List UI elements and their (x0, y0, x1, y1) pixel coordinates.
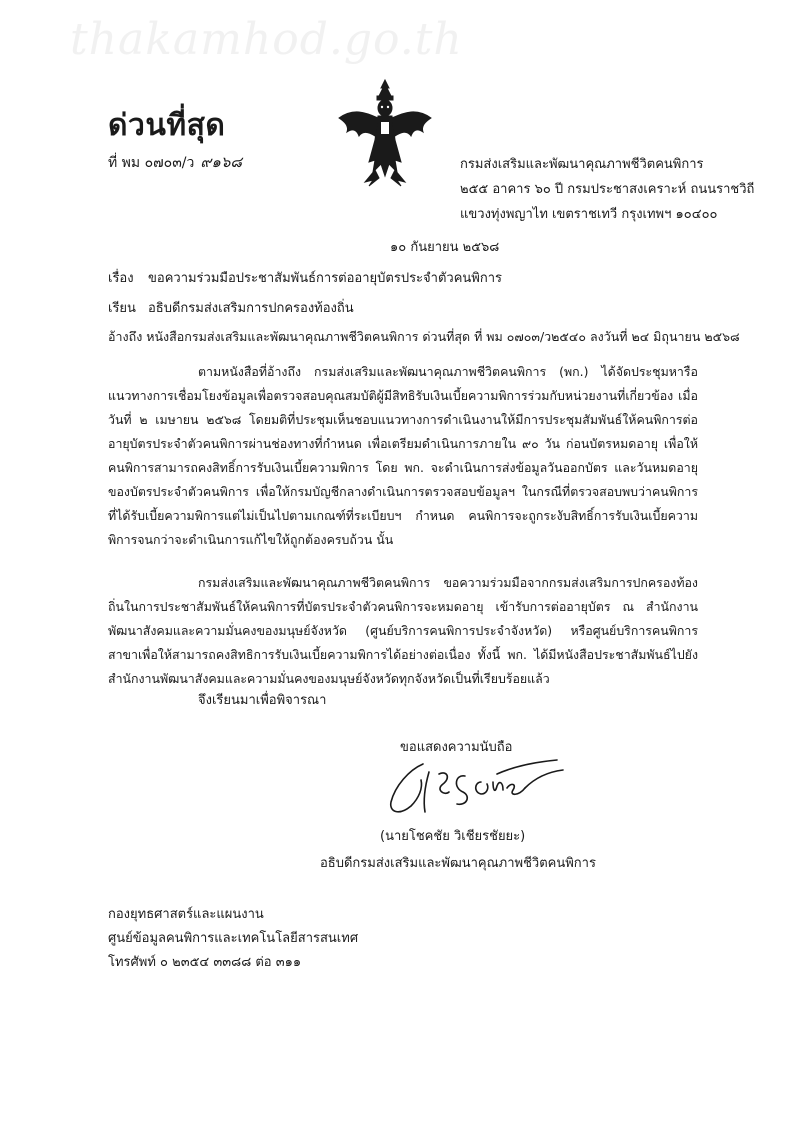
reference-line: อ้างถึง หนังสือกรมส่งเสริมและพัฒนาคุณภาพชีวิตคนพิการ ด่วนที่สุด ที่ พม ๐๗๐๓/ว๒๕๔๐ ลงวันที่ ๒๔ มิถุนายน ๒๕๖๘ (108, 329, 740, 344)
recipient-line (108, 297, 354, 318)
footer-line: กองยุทธศาสตร์และแผนงาน (108, 907, 264, 922)
urgency-label: ด่วนที่สุด (108, 108, 226, 143)
website-watermark: thakamhod.go.th (70, 14, 463, 65)
contact-footer (108, 903, 358, 975)
agency-address-line: ๒๕๕ อาคาร ๖๐ ปี กรมประชาสงเคราะห์ ถนนราชวิถี (460, 182, 755, 197)
agency-address-line: แขวงทุ่งพญาไท เขตราชเทวี กรุงเทพฯ ๑๐๔๐๐ (460, 207, 718, 222)
body-paragraph-2 (108, 571, 698, 691)
recipient-text: อธิบดีกรมส่งเสริมการปกครองท้องถิ่น (148, 301, 354, 316)
footer-line: ศูนย์ข้อมูลคนพิการและเทคโนโลยีสารสนเทศ (108, 931, 359, 946)
signer-title: อธิบดีกรมส่งเสริมและพัฒนาคุณภาพชีวิตคนพิการ (320, 856, 596, 871)
signature-icon (385, 752, 570, 822)
subject-label: เรื่อง (108, 271, 134, 286)
subject-line (108, 267, 502, 288)
footer-line: โทรศัพท์ ๐ ๒๓๕๔ ๓๓๘๘ ต่อ ๓๑๑ (108, 955, 302, 970)
paragraph-text: กรมส่งเสริมและพัฒนาคุณภาพชีวิตคนพิการ ขอความร่วมมือจากกรมส่งเสริมการปกครองท้องถิ่นในการประชาสัมพันธ์ให้คนพิการที่บัตรประจำตัวคนพิการจะหมดอายุ เข้ารับการต่ออายุบัตร ณ สำนักงานพัฒนาสังคมและความมั่นคงของมนุษย์จังหวัด (ศูนย์บริการคนพิการประจำจังหวัด) หรือศูนย์บริการคนพิการสาขาเพื่อให้สามารถคงสิทธิการรับเงินเบี้ยความพิการได้อย่างต่อเนื่อง ทั้งนี้ พก. ได้มีหนังสือประชาสัมพันธ์ไปยังสำนักงานพัฒนาสังคมและความมั่นคงของมนุษย์จังหวัดทุกจังหวัดเป็นที่เรียบร้อยแล้ว (108, 575, 698, 686)
body-paragraph-1 (108, 360, 698, 552)
subject-text: ขอความร่วมมือประชาสัมพันธ์การต่ออายุบัตรประจำตัวคนพิการ (148, 271, 503, 286)
recipient-label: เรียน (108, 301, 136, 316)
regards-line: ขอแสดงความนับถือ (400, 740, 513, 755)
signer-name: (นายโชคชัย วิเชียรชัยยะ) (380, 829, 526, 844)
agency-address (460, 152, 790, 227)
closing-line: จึงเรียนมาเพื่อพิจารณา (198, 693, 327, 708)
letter-date: ๑๐ กันยายน ๒๕๖๘ (390, 240, 500, 255)
document-number (108, 150, 242, 174)
document-number-handwritten: ๙๑๖๘ (200, 153, 242, 171)
agency-address-line: กรมส่งเสริมและพัฒนาคุณภาพชีวิตคนพิการ (460, 157, 704, 172)
document-number-label: ที่ พม ๐๗๐๓/ว (108, 155, 195, 171)
paragraph-text: ตามหนังสือที่อ้างถึง กรมส่งเสริมและพัฒนาคุณภาพชีวิตคนพิการ (พก.) ได้จัดประชุมหารือแนวทางการเชื่อมโยงข้อมูลเพื่อตรวจสอบคุณสมบัติผู้มีสิทธิรับเงินเบี้ยความพิการร่วมกับหน่วยงานที่เกี่ยวข้อง เมื่อวันที่ ๒ เมษายน ๒๕๖๘ โดยมติที่ประชุมเห็นชอบแนวทางการดำเนินงานให้มีการประชุมสัมพันธ์ให้คนพิการต่ออายุบัตรประจำตัวคนพิการผ่านช่องทางที่กำหนด เพื่อเตรียมดำเนินการภายใน ๙๐ วัน ก่อนบัตรหมดอายุ เพื่อให้คนพิการสามารถคงสิทธิ์การรับเงินเบี้ยความพิการ โดย พก. จะดำเนินการส่งข้อมูลวันออกบัตร และวันหมดอายุของบัตรประจำตัวคนพิการ เพื่อให้กรมบัญชีกลางดำเนินการตรวจสอบข้อมูลฯ ในกรณีที่ตรวจสอบพบว่าคนพิการที่ได้รับเบี้ยความพิการแต่ไม่เป็นไปตามเกณฑ์ที่ระเบียบฯ กำหนด คนพิการจะถูกระงับสิทธิ์การรับเงินเบี้ยความพิการจนกว่าจะดำเนินการแก้ไขให้ถูกต้องครบถ้วน นั้น (108, 364, 698, 547)
garuda-emblem-icon (335, 78, 435, 188)
